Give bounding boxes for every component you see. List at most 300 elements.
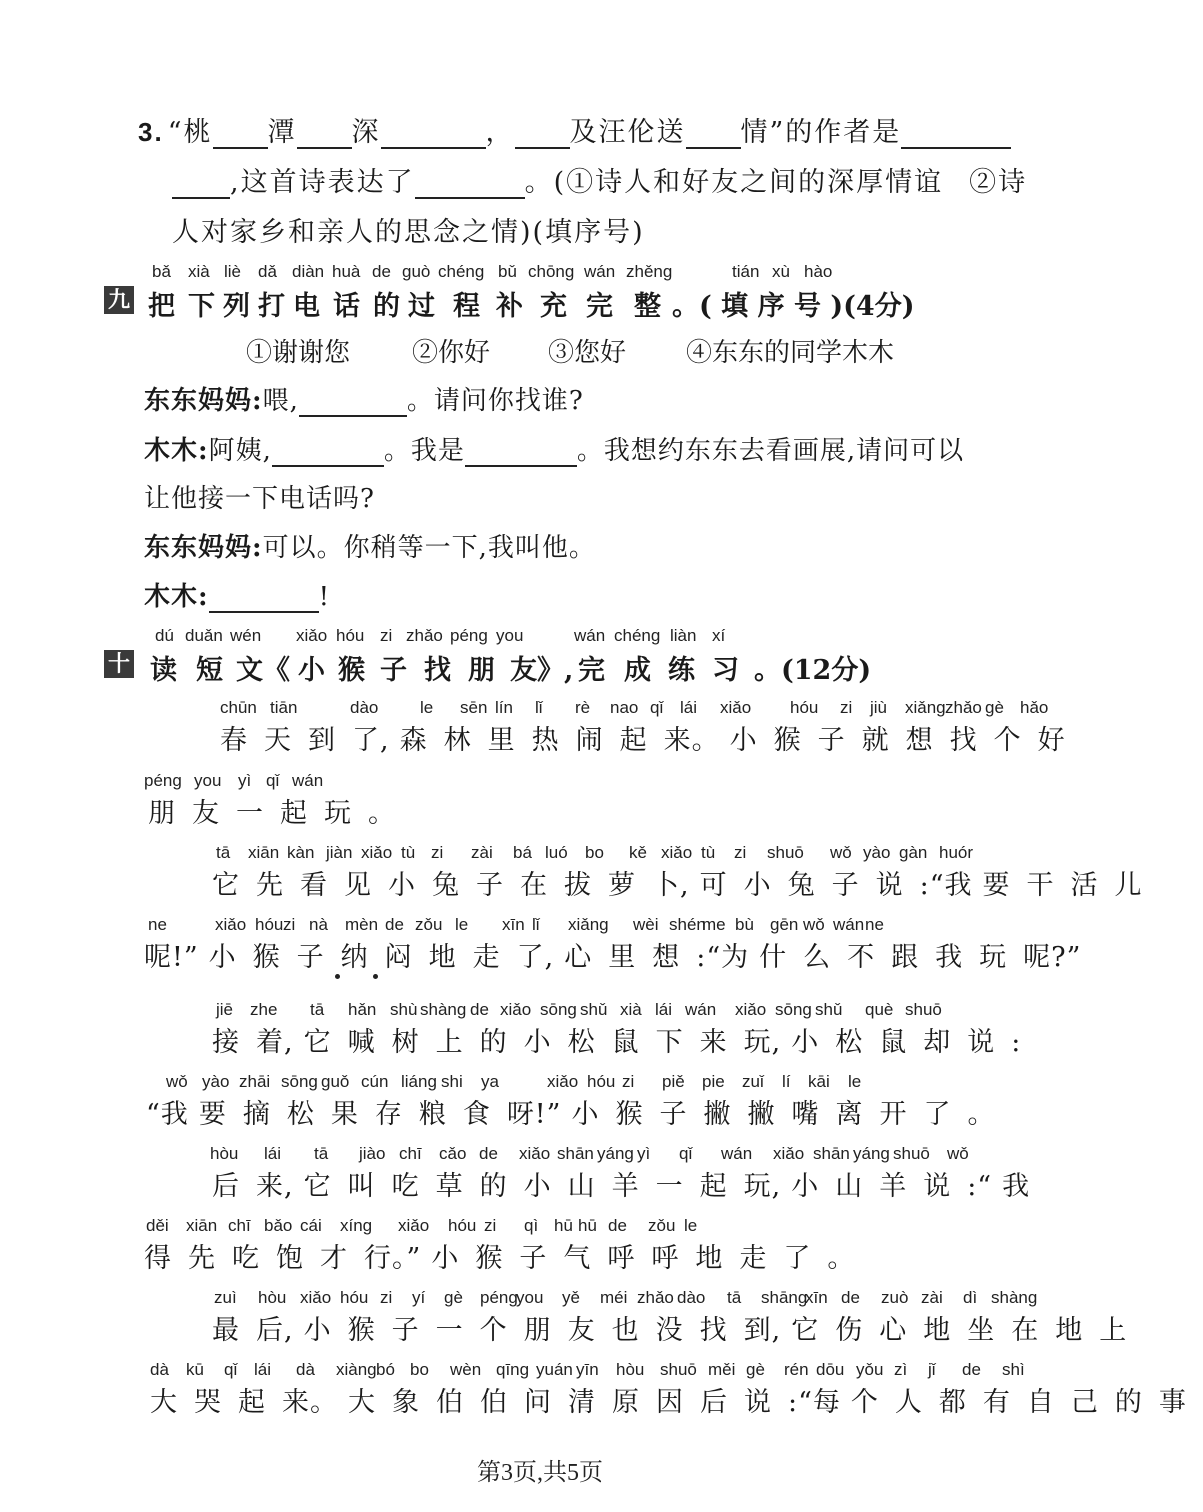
story-char: 松 [286, 1099, 315, 1130]
option-4: ④东东的同学木木 [686, 338, 895, 368]
pinyin: gàn [899, 843, 928, 862]
story-char: 走 [472, 942, 501, 973]
pinyin: zǒu [415, 915, 443, 934]
pinyin: wán [292, 771, 324, 790]
story-char: 子 [519, 1243, 548, 1274]
story-pinyin-line [0, 1000, 1080, 1022]
story-char: 一 [236, 798, 264, 829]
story-char: 没 [655, 1315, 684, 1346]
pinyin: lín [495, 698, 513, 717]
heading-tail: 。( 填 序 号 )(4分) [672, 291, 915, 322]
story-char: 才 [320, 1243, 348, 1274]
story-char: 粮 [418, 1099, 447, 1130]
pinyin: tiān [270, 698, 298, 717]
pinyin: dà [150, 1360, 169, 1379]
q3-text: ,这首诗表达了 [230, 167, 415, 198]
story-char: 自 [1026, 1387, 1055, 1418]
pinyin: xíng [340, 1216, 373, 1235]
pinyin: wán [685, 1000, 717, 1019]
story-char: 坐 [967, 1315, 996, 1346]
pinyin: shén [669, 915, 706, 934]
heading-char: 朋 [468, 655, 495, 686]
pinyin: dì [963, 1288, 978, 1307]
story-char: 饱 [276, 1243, 304, 1274]
pinyin: zhěng [626, 262, 673, 281]
option-2: ②你好 [412, 338, 491, 368]
heading-char: 小 [298, 655, 325, 686]
story-char: : [1011, 1027, 1022, 1058]
story-char: 想 [905, 725, 934, 756]
pinyin: xià [188, 262, 210, 281]
pinyin: shi [441, 1072, 463, 1091]
pinyin: nao [610, 698, 639, 717]
pinyin: wǒ [803, 915, 825, 934]
story-pinyin-line [0, 1360, 1080, 1382]
q3-text: “桃 [167, 117, 213, 148]
story-char: 要 [982, 870, 1011, 901]
pinyin: zi [622, 1072, 635, 1091]
story-char: 嘴 [791, 1099, 820, 1130]
story-char: 小 [729, 725, 758, 756]
story-char: 人 [894, 1387, 923, 1418]
pinyin: jiē [216, 1000, 234, 1019]
story-char: 子 [659, 1099, 688, 1130]
pinyin: diàn [292, 262, 325, 281]
question-number: 3. [138, 117, 164, 147]
pinyin: gè [985, 698, 1004, 717]
story-char: 地 [1055, 1315, 1084, 1346]
pinyin: sōng [281, 1072, 318, 1091]
story-sentence [144, 1236, 871, 1275]
pinyin: wán [584, 262, 616, 281]
pinyin: yǒu [856, 1360, 884, 1379]
pinyin: xià [620, 1000, 642, 1019]
story-char: 小 [743, 870, 772, 901]
section-9-badge: 九 [104, 286, 134, 314]
story-char: 个 [850, 1387, 879, 1418]
pinyin: bù [735, 915, 754, 934]
story-char: 伤 [835, 1315, 864, 1346]
pinyin: shāng [761, 1288, 808, 1307]
heading-char: 把 [148, 291, 175, 322]
story-char: 猴 [347, 1315, 376, 1346]
pinyin: què [865, 1000, 894, 1019]
story-char: 先 [256, 870, 284, 901]
pinyin: tā [310, 1000, 325, 1019]
pinyin: zuǐ [742, 1072, 764, 1091]
story-char: 说 [923, 1171, 952, 1202]
pinyin: wán [833, 915, 865, 934]
dialog-text: 。我想约东东去看画展,请问可以 [576, 436, 965, 466]
pinyin: guǒ [321, 1072, 350, 1091]
q3-text: 情”的作者是 [740, 117, 902, 148]
pinyin: péng [480, 1288, 518, 1307]
pinyin: huà [332, 262, 361, 281]
pinyin: gè [746, 1360, 765, 1379]
story-char: 起 [280, 798, 308, 829]
pinyin: le [455, 915, 469, 934]
emphasis-dot [373, 974, 378, 979]
q3-text: 潭 [267, 117, 297, 148]
story-char: 羊 [879, 1171, 908, 1202]
dialog-text: 喂, [262, 386, 299, 416]
pinyin: dú [155, 626, 174, 645]
story-char: 它 [303, 1027, 332, 1058]
pinyin: lái [680, 698, 698, 717]
pinyin: lí [782, 1072, 791, 1091]
story-char: 么 [803, 942, 832, 973]
story-char: 里 [487, 725, 516, 756]
pinyin: hòu [616, 1360, 645, 1379]
story-char: 儿 [1114, 870, 1143, 901]
story-char: 心 [879, 1315, 908, 1346]
pinyin: qǐ [224, 1360, 238, 1379]
story-char: 起 [699, 1171, 728, 1202]
pinyin: de [372, 262, 391, 281]
story-char: 的 [479, 1171, 508, 1202]
pinyin: xīn [502, 915, 525, 934]
pinyin: liáng [401, 1072, 437, 1091]
pinyin: zi [380, 1288, 393, 1307]
story-char: 它 [212, 870, 240, 901]
story-char: 却 [923, 1027, 952, 1058]
q3-text: 及汪伦送 [569, 117, 686, 148]
pinyin: xiǎo [296, 626, 328, 645]
heading-char: 找 [424, 655, 451, 686]
question-3-line3: 人对家乡和亲人的思念之情)(填序号) [172, 217, 645, 248]
story-char: 伯 [480, 1387, 508, 1418]
story-char: 事 [1158, 1387, 1187, 1418]
dialog-text: 阿姨, [208, 436, 272, 466]
story-text-line [0, 791, 1080, 827]
pinyin: tā [216, 843, 231, 862]
pinyin: cǎo [439, 1144, 467, 1163]
story-char: 小 [431, 1243, 460, 1274]
pinyin: kàn [287, 843, 315, 862]
story-char: 友 [567, 1315, 596, 1346]
story-char: 清 [568, 1387, 596, 1418]
pinyin: zi [380, 626, 393, 645]
heading-char: 习 [712, 655, 739, 686]
story-char: 。 [368, 798, 396, 829]
story-char: 心 [564, 942, 593, 973]
pinyin: chōng [528, 262, 575, 281]
story-sentence [144, 935, 1091, 974]
pinyin: de [479, 1144, 498, 1163]
pinyin: zuò [881, 1288, 909, 1307]
story-pinyin-line [0, 698, 1080, 720]
speaker: 东东妈妈: [144, 533, 263, 563]
pinyin: chéng [614, 626, 661, 645]
pinyin: lái [254, 1360, 272, 1379]
pinyin: hóu [255, 915, 284, 934]
pinyin: bó [376, 1360, 395, 1379]
story-char: 玩 [324, 798, 352, 829]
heading-char: 补 [496, 291, 523, 322]
heading-char: 文《 [236, 655, 290, 686]
story-char: 热 [531, 725, 560, 756]
pinyin: zhāi [239, 1072, 271, 1091]
pinyin: děi [146, 1216, 169, 1235]
story-char: 友 [192, 798, 220, 829]
story-char: 猴 [773, 725, 802, 756]
pinyin: ya [481, 1072, 499, 1091]
pinyin: zi [283, 915, 296, 934]
pinyin: liè [224, 262, 242, 281]
story-char: 个 [479, 1315, 508, 1346]
story-char: 也 [611, 1315, 640, 1346]
story-char: 撇 [703, 1099, 732, 1130]
story-char: 了 [923, 1099, 952, 1130]
story-char: 小 [523, 1171, 552, 1202]
story-sentence [150, 1380, 1203, 1419]
story-char: 问 [524, 1387, 552, 1418]
pinyin: sōng [540, 1000, 577, 1019]
story-char: 有 [982, 1387, 1011, 1418]
pinyin: piě [662, 1072, 685, 1091]
story-pinyin-line [0, 843, 1080, 865]
emphasis-dot [335, 974, 340, 979]
pinyin: wǒ [947, 1144, 969, 1163]
story-char: 都 [938, 1387, 967, 1418]
story-char: 一 [655, 1171, 684, 1202]
pinyin: péng [144, 771, 182, 790]
story-char: 来 [699, 1027, 728, 1058]
story-char: 来, [256, 1171, 294, 1202]
story-char: 。 [967, 1099, 996, 1130]
story-sentence [146, 1092, 1011, 1131]
story-char: 小 [791, 1171, 820, 1202]
pinyin: yáng [853, 1144, 890, 1163]
story-sentence [220, 718, 1082, 757]
pinyin: rè [575, 698, 591, 717]
story-char: 呢!” [144, 942, 199, 973]
pinyin: shuō [905, 1000, 942, 1019]
pinyin: zhǎo [945, 698, 982, 717]
pinyin: zài [921, 1288, 943, 1307]
story-char: 找 [699, 1315, 728, 1346]
story-char: 了, [352, 725, 390, 756]
pinyin: xiǎo [773, 1144, 805, 1163]
story-char: 着, [256, 1027, 294, 1058]
story-char: 子 [831, 870, 860, 901]
story-char: 子 [391, 1315, 420, 1346]
story-char: 走 [739, 1243, 768, 1274]
pinyin: zì [894, 1360, 908, 1379]
pinyin: luó [545, 843, 568, 862]
pinyin: kāi [808, 1072, 830, 1091]
story-char: :“我 [919, 870, 973, 901]
story-char: :“ [967, 1171, 993, 1202]
story-char: 说 [875, 870, 904, 901]
story-char: 撇 [747, 1099, 776, 1130]
pinyin: xù [772, 262, 790, 281]
pinyin: jǐ [928, 1360, 936, 1379]
story-sentence [148, 791, 412, 830]
pinyin: shān [813, 1144, 850, 1163]
story-text-line [0, 1308, 1128, 1346]
pinyin: hào [804, 262, 833, 281]
story-char: 小 [791, 1027, 820, 1058]
pinyin: yáng [597, 1144, 634, 1163]
pinyin: de [841, 1288, 860, 1307]
pinyin: yuán [536, 1360, 573, 1379]
heading-char: 读 [150, 655, 177, 686]
story-char: 天 [264, 725, 292, 756]
story-char: 春 [220, 725, 248, 756]
dialog-text: 可以。你稍等一下,我叫他。 [262, 533, 596, 563]
story-char: 就 [861, 725, 890, 756]
pinyin: de [470, 1000, 489, 1019]
pinyin: hóu [587, 1072, 616, 1091]
pinyin: le [684, 1216, 698, 1235]
story-char: 存 [374, 1099, 403, 1130]
heading-char: 子 [380, 655, 407, 686]
heading-char: 充 [540, 291, 567, 322]
story-char: 了, [516, 942, 555, 973]
story-char: 纳 [340, 942, 369, 973]
story-char: 说 [967, 1027, 996, 1058]
heading-char: 话 [333, 291, 360, 322]
story-char: 的 [479, 1027, 508, 1058]
story-char: :“为 [696, 942, 750, 973]
pinyin: gè [444, 1288, 463, 1307]
pinyin: me [702, 915, 726, 934]
story-char: 山 [567, 1171, 596, 1202]
pinyin: shuō [660, 1360, 697, 1379]
pinyin: wǒ [166, 1072, 188, 1091]
story-char: 草 [435, 1171, 464, 1202]
story-char: 好 [1037, 725, 1066, 756]
pinyin: guò [402, 262, 431, 281]
pinyin: wǒ [830, 843, 852, 862]
story-sentence [212, 1308, 1143, 1347]
story-text-line [0, 1092, 1080, 1128]
pinyin: zuì [214, 1288, 237, 1307]
story-char: 来。 [282, 1387, 338, 1418]
story-sentence [212, 1164, 1046, 1203]
pinyin: ne [148, 915, 167, 934]
story-char: 先 [188, 1243, 216, 1274]
story-char: 叫 [347, 1171, 376, 1202]
pinyin: tù [701, 843, 716, 862]
pinyin: zi [840, 698, 853, 717]
pinyin: yào [863, 843, 891, 862]
pinyin: shàng [420, 1000, 467, 1019]
story-char: 行。” [364, 1243, 422, 1274]
heading-char: 成 [624, 655, 651, 686]
story-char: 起 [238, 1387, 266, 1418]
story-char: 森 [399, 725, 428, 756]
pinyin: huór [939, 843, 974, 862]
pinyin: shǔ [580, 1000, 608, 1019]
speaker: 东东妈妈: [144, 386, 263, 416]
story-sentence [212, 863, 1159, 902]
story-char: 小 [208, 942, 237, 973]
story-char: 起 [619, 725, 648, 756]
story-char: 的 [1114, 1387, 1143, 1418]
pinyin: wén [230, 626, 262, 645]
story-text-line [0, 1236, 1080, 1272]
story-char: 猴 [475, 1243, 504, 1274]
story-char: 跟 [891, 942, 920, 973]
pinyin: xiǎo [661, 843, 693, 862]
pinyin: wèn [450, 1360, 482, 1379]
q3-text: 深 [351, 117, 381, 148]
pinyin: xiān [186, 1216, 218, 1235]
story-char: 后, [256, 1315, 294, 1346]
pinyin: bǎ [152, 262, 171, 281]
pinyin: shuō [767, 843, 804, 862]
story-char: 最 [212, 1315, 240, 1346]
story-char: 在 [520, 870, 548, 901]
pinyin: le [848, 1072, 862, 1091]
pinyin: shǔ [815, 1000, 843, 1019]
story-char: 松 [567, 1027, 596, 1058]
pinyin: yì [637, 1144, 651, 1163]
heading-char: 下 [188, 291, 215, 322]
pinyin: bo [410, 1360, 429, 1379]
story-char: 干 [1026, 870, 1055, 901]
story-char: 可 [699, 870, 728, 901]
pinyin: shàng [991, 1288, 1038, 1307]
story-char: 闷 [384, 942, 413, 973]
pinyin: xiǎo [215, 915, 247, 934]
pinyin: xīn [805, 1288, 828, 1307]
option-1: ①谢谢您 [246, 338, 351, 368]
pinyin: zi [484, 1216, 497, 1235]
pinyin: xiàng [336, 1360, 377, 1379]
pinyin: bá [513, 843, 532, 862]
page-footer: 第3页,共5页 [477, 1460, 603, 1486]
story-char: 见 [344, 870, 372, 901]
story-text-line [0, 718, 1080, 754]
heading-char: 练 [668, 655, 695, 686]
story-char: 吃 [232, 1243, 260, 1274]
pinyin: hòu [210, 1144, 239, 1163]
pinyin: lǐ [535, 698, 543, 717]
story-char: 林 [443, 725, 472, 756]
pinyin: qǐ [679, 1144, 693, 1163]
story-char: “我 [146, 1099, 189, 1130]
pinyin: zǒu [648, 1216, 676, 1235]
pinyin: péng [450, 626, 488, 645]
story-char: 萝 [608, 870, 636, 901]
pinyin: chī [399, 1144, 422, 1163]
pinyin: xiǎo [500, 1000, 532, 1019]
story-char: 喊 [347, 1027, 376, 1058]
story-char: 松 [835, 1027, 864, 1058]
pinyin: jiào [359, 1144, 386, 1163]
pinyin: qīng [496, 1360, 530, 1379]
pinyin: de [962, 1360, 981, 1379]
story-char: 哭 [194, 1387, 222, 1418]
pinyin: nà [309, 915, 328, 934]
story-char: 后 [212, 1171, 240, 1202]
pinyin: dà [296, 1360, 315, 1379]
speaker: 木木: [144, 582, 209, 612]
pinyin: mèn [345, 915, 379, 934]
pinyin: chūn [220, 698, 257, 717]
story-pinyin-line [0, 1072, 1080, 1094]
pinyin: ne [865, 915, 884, 934]
pinyin: you [516, 1288, 544, 1307]
story-char: 到, [743, 1315, 782, 1346]
pinyin: yì [238, 771, 252, 790]
pinyin: yīn [576, 1360, 599, 1379]
pinyin: hǎo [1020, 698, 1049, 717]
pinyin: de [385, 915, 404, 934]
